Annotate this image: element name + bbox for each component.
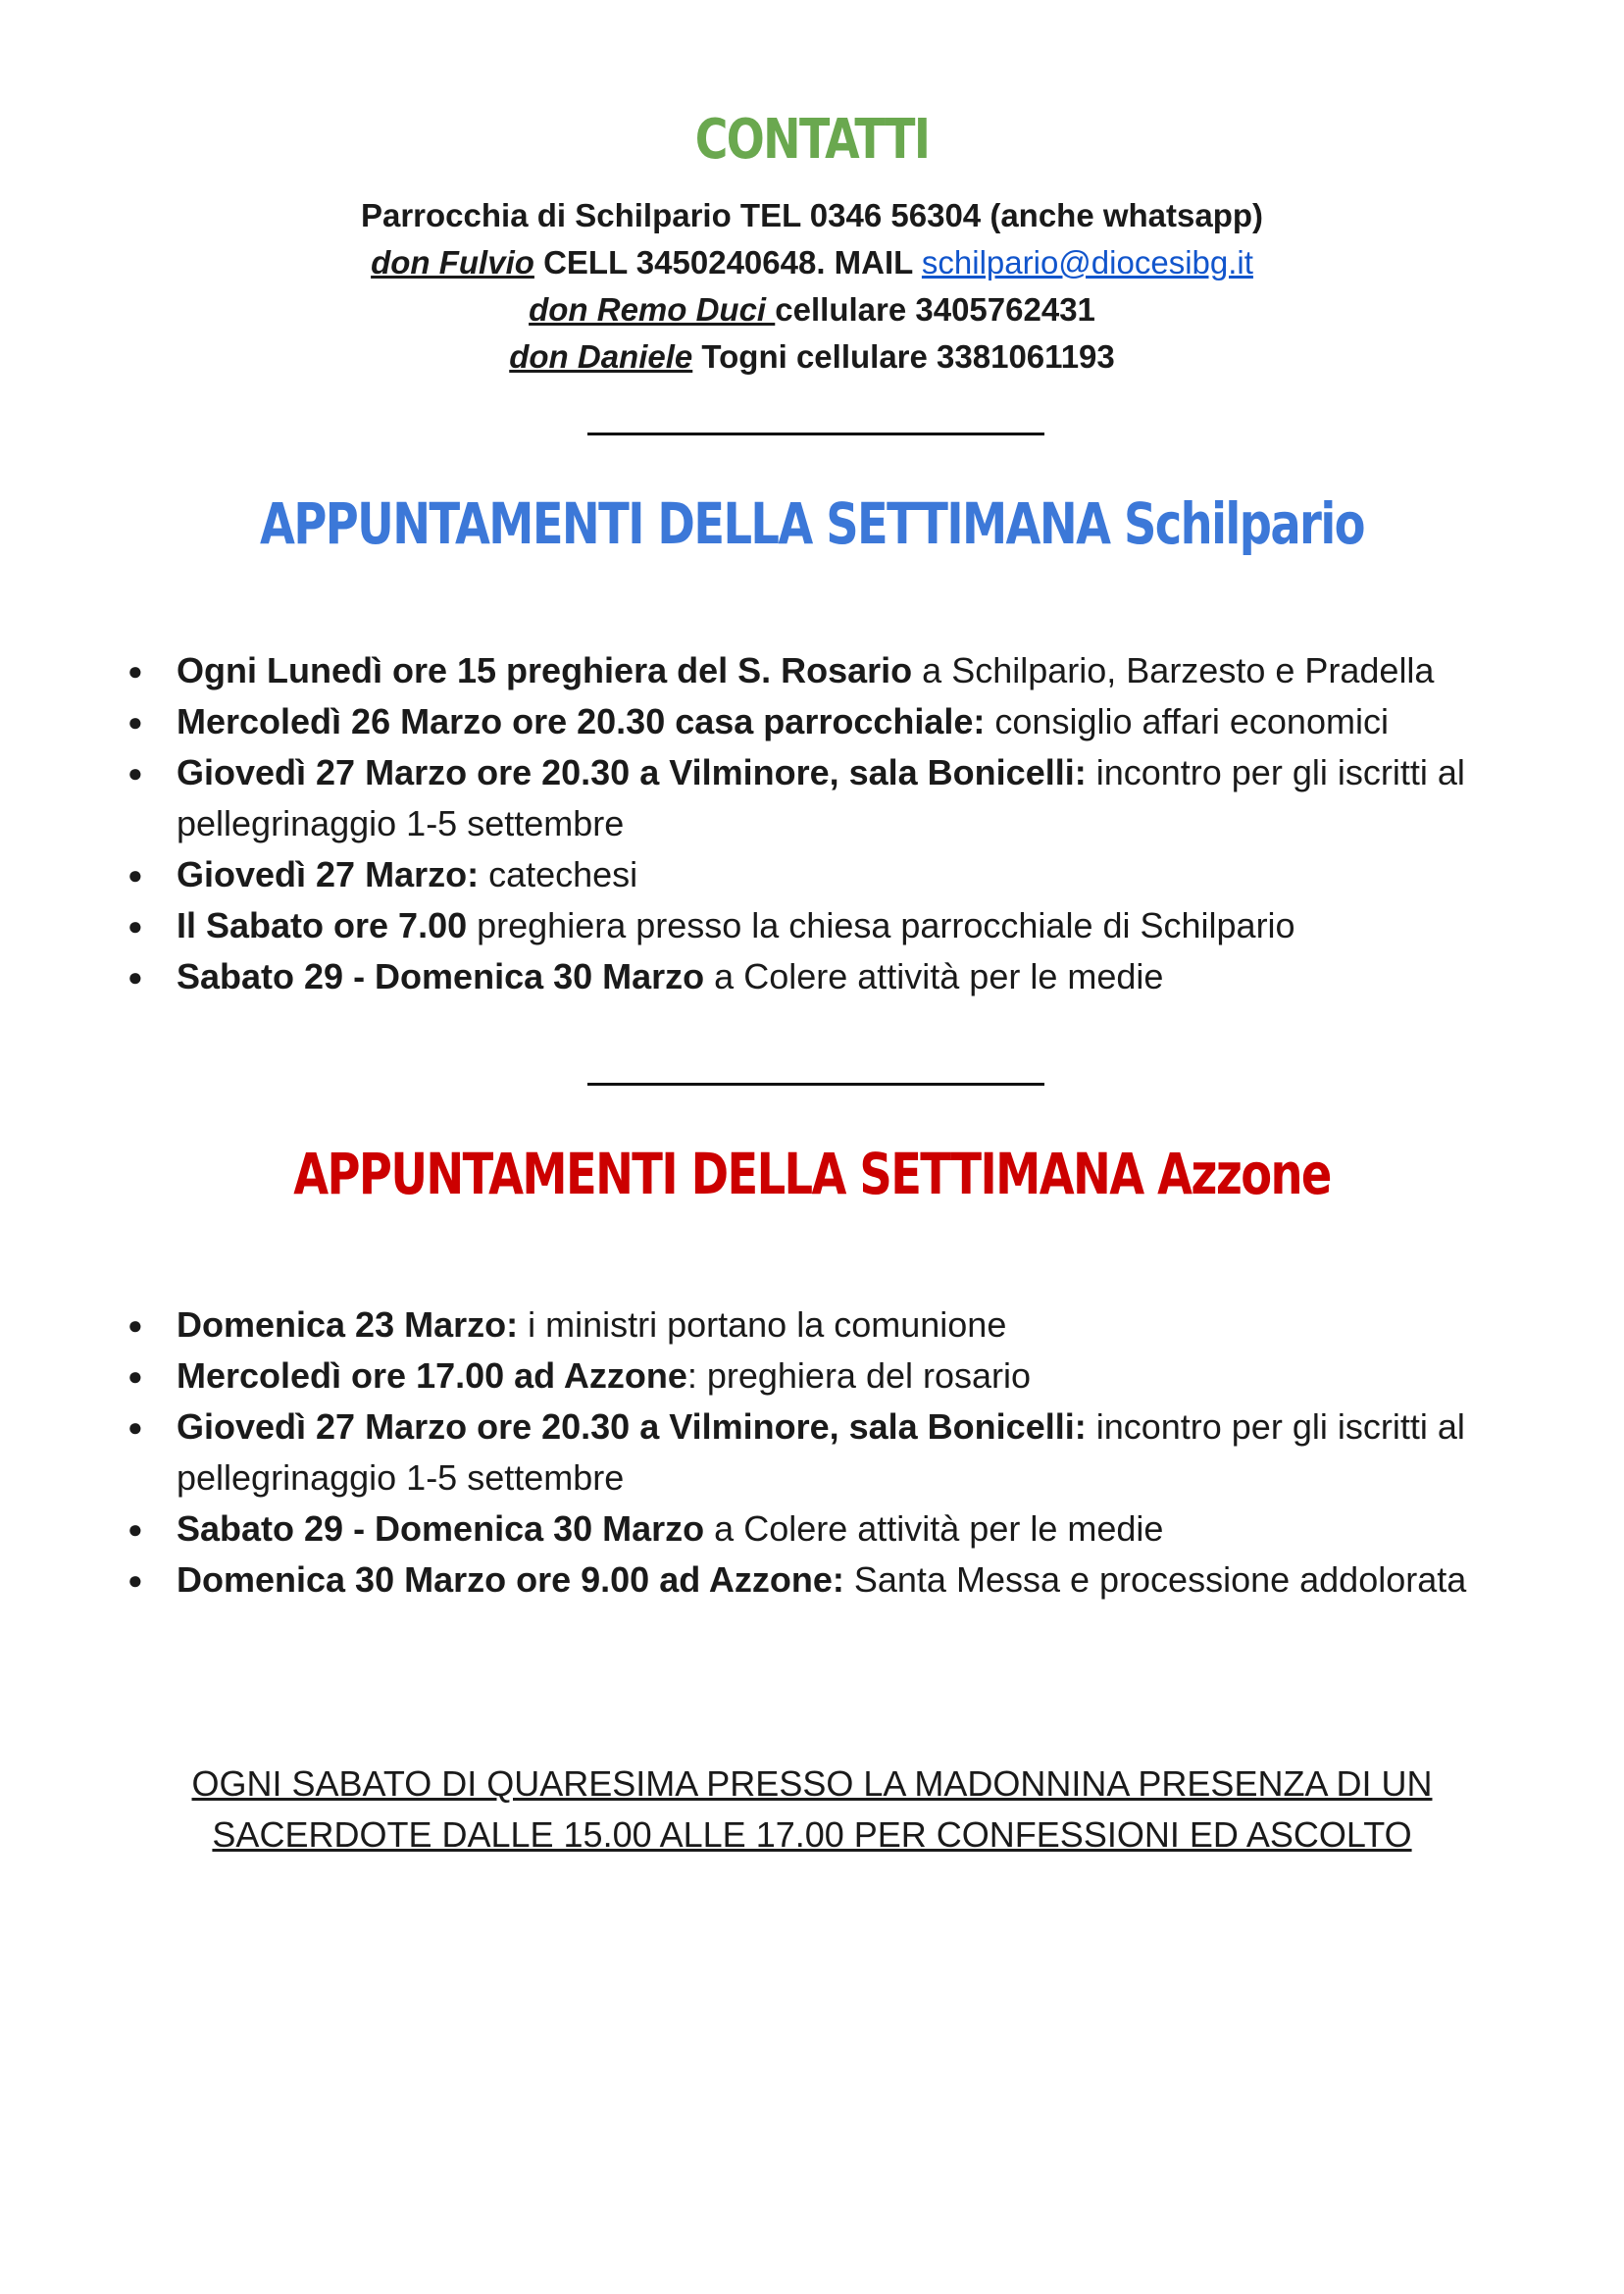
notice-line-1: OGNI SABATO DI QUARESIMA PRESSO LA MADONNINA PRESENZA DI UN — [191, 1763, 1433, 1804]
contact-fulvio-phone: CELL 3450240648. MAIL — [533, 244, 922, 280]
event-highlight: Giovedì 27 Marzo: — [177, 854, 480, 894]
event-list-item — [127, 951, 1569, 1002]
bullet-icon: ● — [127, 1412, 143, 1442]
bullet-icon: ● — [127, 758, 143, 788]
schilpario-section-title: APPUNTAMENTI DELLA SETTIMANA Schilpario — [260, 490, 1364, 557]
event-highlight: Domenica 30 Marzo ore 9.00 ad Azzone: — [177, 1559, 844, 1600]
event-highlight: Domenica 23 Marzo: — [177, 1304, 519, 1345]
event-description: a Colere attività per le medie — [704, 956, 1164, 996]
confession-notice — [0, 1759, 1624, 1861]
contacts-block — [0, 192, 1624, 381]
event-highlight: Giovedì 27 Marzo ore 20.30 a Vilminore, sala Bonicelli: — [177, 752, 1087, 792]
contact-daniele-line — [0, 333, 1624, 381]
bullet-icon: ● — [127, 1361, 143, 1391]
event-list-item — [127, 645, 1569, 696]
event-description: incontro per gli iscritti al pellegrinaggio 1-5 settembre — [177, 1406, 1465, 1498]
bullet-icon: ● — [127, 656, 143, 686]
schilpario-events-list — [127, 645, 1569, 1002]
divider-rule — [587, 433, 1044, 435]
event-description: preghiera presso la chiesa parrocchiale di Schilpario — [467, 905, 1295, 945]
bullet-icon: ● — [127, 860, 143, 890]
event-highlight: Il Sabato ore 7.00 — [177, 905, 468, 945]
event-highlight: Sabato 29 - Domenica 30 Marzo — [177, 956, 705, 996]
contact-fulvio-line — [0, 239, 1624, 286]
azzone-section-title: APPUNTAMENTI DELLA SETTIMANA Azzone — [293, 1141, 1331, 1207]
event-highlight: Giovedì 27 Marzo ore 20.30 a Vilminore, sala Bonicelli: — [177, 1406, 1087, 1447]
contact-daniele-phone: Togni cellulare 3381061193 — [692, 338, 1115, 375]
bullet-icon: ● — [127, 911, 143, 941]
event-description: Santa Messa e processione addolorata — [843, 1559, 1467, 1600]
bullet-icon: ● — [127, 707, 143, 737]
event-list-item — [127, 1504, 1569, 1555]
event-description: : preghiera del rosario — [686, 1355, 1032, 1396]
event-description: consiglio affari economici — [985, 701, 1389, 741]
event-list-item — [127, 1402, 1569, 1504]
event-list-item — [127, 900, 1569, 951]
contact-remo-line — [0, 286, 1624, 333]
bullet-icon: ● — [127, 1565, 143, 1595]
event-list-item — [127, 849, 1569, 900]
contact-remo-phone: cellulare 3405762431 — [775, 291, 1095, 328]
event-description: catechesi — [479, 854, 638, 894]
event-description: a Colere attività per le medie — [704, 1508, 1164, 1549]
contact-parish-line: Parrocchia di Schilpario TEL 0346 56304 (anche whatsapp) — [360, 197, 1264, 233]
event-highlight: Mercoledì 26 Marzo ore 20.30 casa parrocchiale: — [177, 701, 986, 741]
event-highlight: Mercoledì ore 17.00 ad Azzone — [177, 1355, 687, 1396]
event-description: i ministri portano la comunione — [518, 1304, 1007, 1345]
bullet-icon: ● — [127, 1514, 143, 1544]
event-list-item — [127, 1300, 1569, 1351]
event-description: a Schilpario, Barzesto e Pradella — [912, 650, 1435, 690]
contact-daniele-name: don Daniele — [509, 338, 693, 375]
divider-rule — [587, 1083, 1044, 1086]
event-highlight: Sabato 29 - Domenica 30 Marzo — [177, 1508, 705, 1549]
contact-remo-name: don Remo Duci — [529, 291, 776, 328]
event-description: incontro per gli iscritti al pellegrinaggio 1-5 settembre — [177, 752, 1465, 843]
contact-email-link[interactable]: schilpario@diocesibg.it — [921, 244, 1253, 280]
event-list-item — [127, 1351, 1569, 1402]
bullet-icon: ● — [127, 962, 143, 992]
azzone-events-list — [127, 1300, 1569, 1606]
event-highlight: Ogni Lunedì ore 15 preghiera del S. Rosario — [177, 650, 913, 690]
event-list-item — [127, 696, 1569, 747]
event-list-item — [127, 747, 1569, 849]
notice-line-2: SACERDOTE DALLE 15.00 ALLE 17.00 PER CONFESSIONI ED ASCOLTO — [212, 1814, 1412, 1855]
bullet-icon: ● — [127, 1310, 143, 1340]
contact-fulvio-name: don Fulvio — [371, 244, 534, 280]
contacts-title: CONTATTI — [694, 108, 930, 172]
event-list-item — [127, 1555, 1569, 1606]
